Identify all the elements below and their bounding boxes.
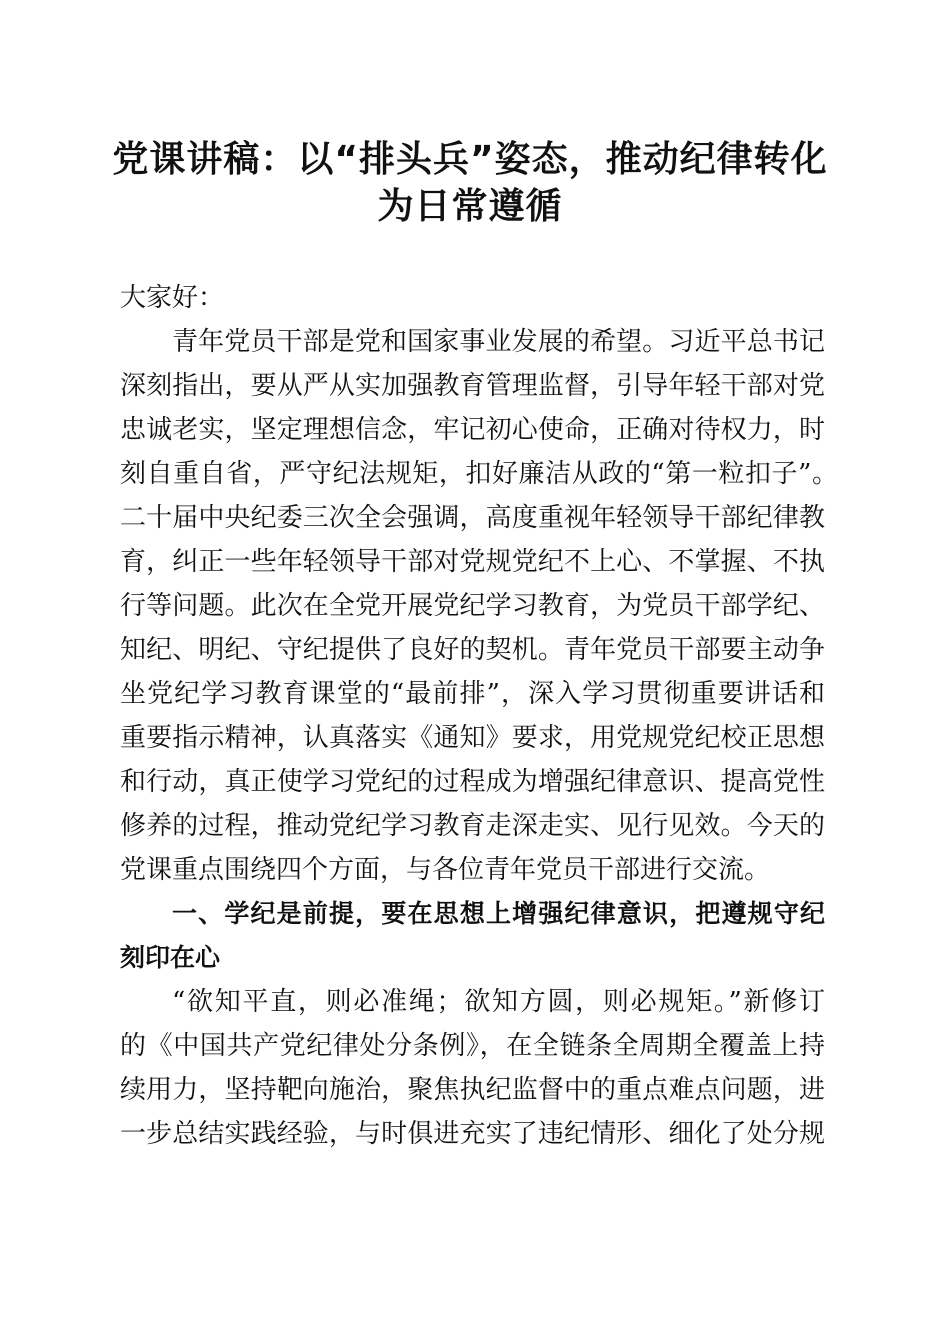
paragraph-line: 重要指示精神，认真落实《通知》要求，用党规党纪校正思想: [120, 723, 825, 753]
paragraph-line: 育，纠正一些年轻领导干部对党规党纪不上心、不掌握、不执: [120, 547, 825, 577]
paragraph-line: 青年党员干部是党和国家事业发展的希望。习近平总书记: [172, 327, 825, 357]
document-title-line-2: 为日常遵循: [377, 186, 563, 227]
greeting: 大家好：: [120, 283, 225, 313]
paragraph-line: 修养的过程，推动党纪学习教育走深走实、见行见效。今天的: [120, 811, 825, 841]
document-title-line-1: 党课讲稿：以“排头兵”姿态，推动纪律转化: [112, 139, 828, 180]
paragraph-line: 和行动，真正使学习党纪的过程成为增强纪律意识、提高党性: [120, 767, 825, 797]
paragraph-line: 坐党纪学习教育课堂的“最前排”，深入学习贯彻重要讲话和: [120, 679, 825, 709]
paragraph-line: 一步总结实践经验，与时俱进充实了违纪情形、细化了处分规: [120, 1119, 825, 1149]
paragraph-line: 续用力，坚持靶向施治，聚焦执纪监督中的重点难点问题，进: [120, 1075, 825, 1105]
paragraph-line: 刻自重自省，严守纪法规矩，扣好廉洁从政的“第一粒扣子”。: [120, 459, 838, 489]
paragraph-line: 深刻指出，要从严从实加强教育管理监督，引导年轻干部对党: [120, 371, 825, 401]
paragraph-line: 的《中国共产党纪律处分条例》，在全链条全周期全覆盖上持: [120, 1031, 825, 1061]
paragraph-line: 知纪、明纪、守纪提供了良好的契机。青年党员干部要主动争: [120, 635, 825, 665]
paragraph-line: 党课重点围绕四个方面，与各位青年党员干部进行交流。: [120, 855, 771, 885]
paragraph-line: 行等问题。此次在全党开展党纪学习教育，为党员干部学纪、: [120, 591, 825, 621]
paragraph-line: 忠诚老实，坚定理想信念，牢记初心使命，正确对待权力，时: [120, 415, 825, 445]
paragraph-line: 二十届中央纪委三次全会强调，高度重视年轻领导干部纪律教: [120, 503, 825, 533]
paragraph-line: “欲知平直，则必准绳；欲知方圆，则必规矩。”新修订: [172, 987, 825, 1017]
section-heading-line: 一、学纪是前提，要在思想上增强纪律意识，把遵规守纪: [172, 899, 825, 928]
section-heading-line: 刻印在心: [120, 943, 221, 972]
